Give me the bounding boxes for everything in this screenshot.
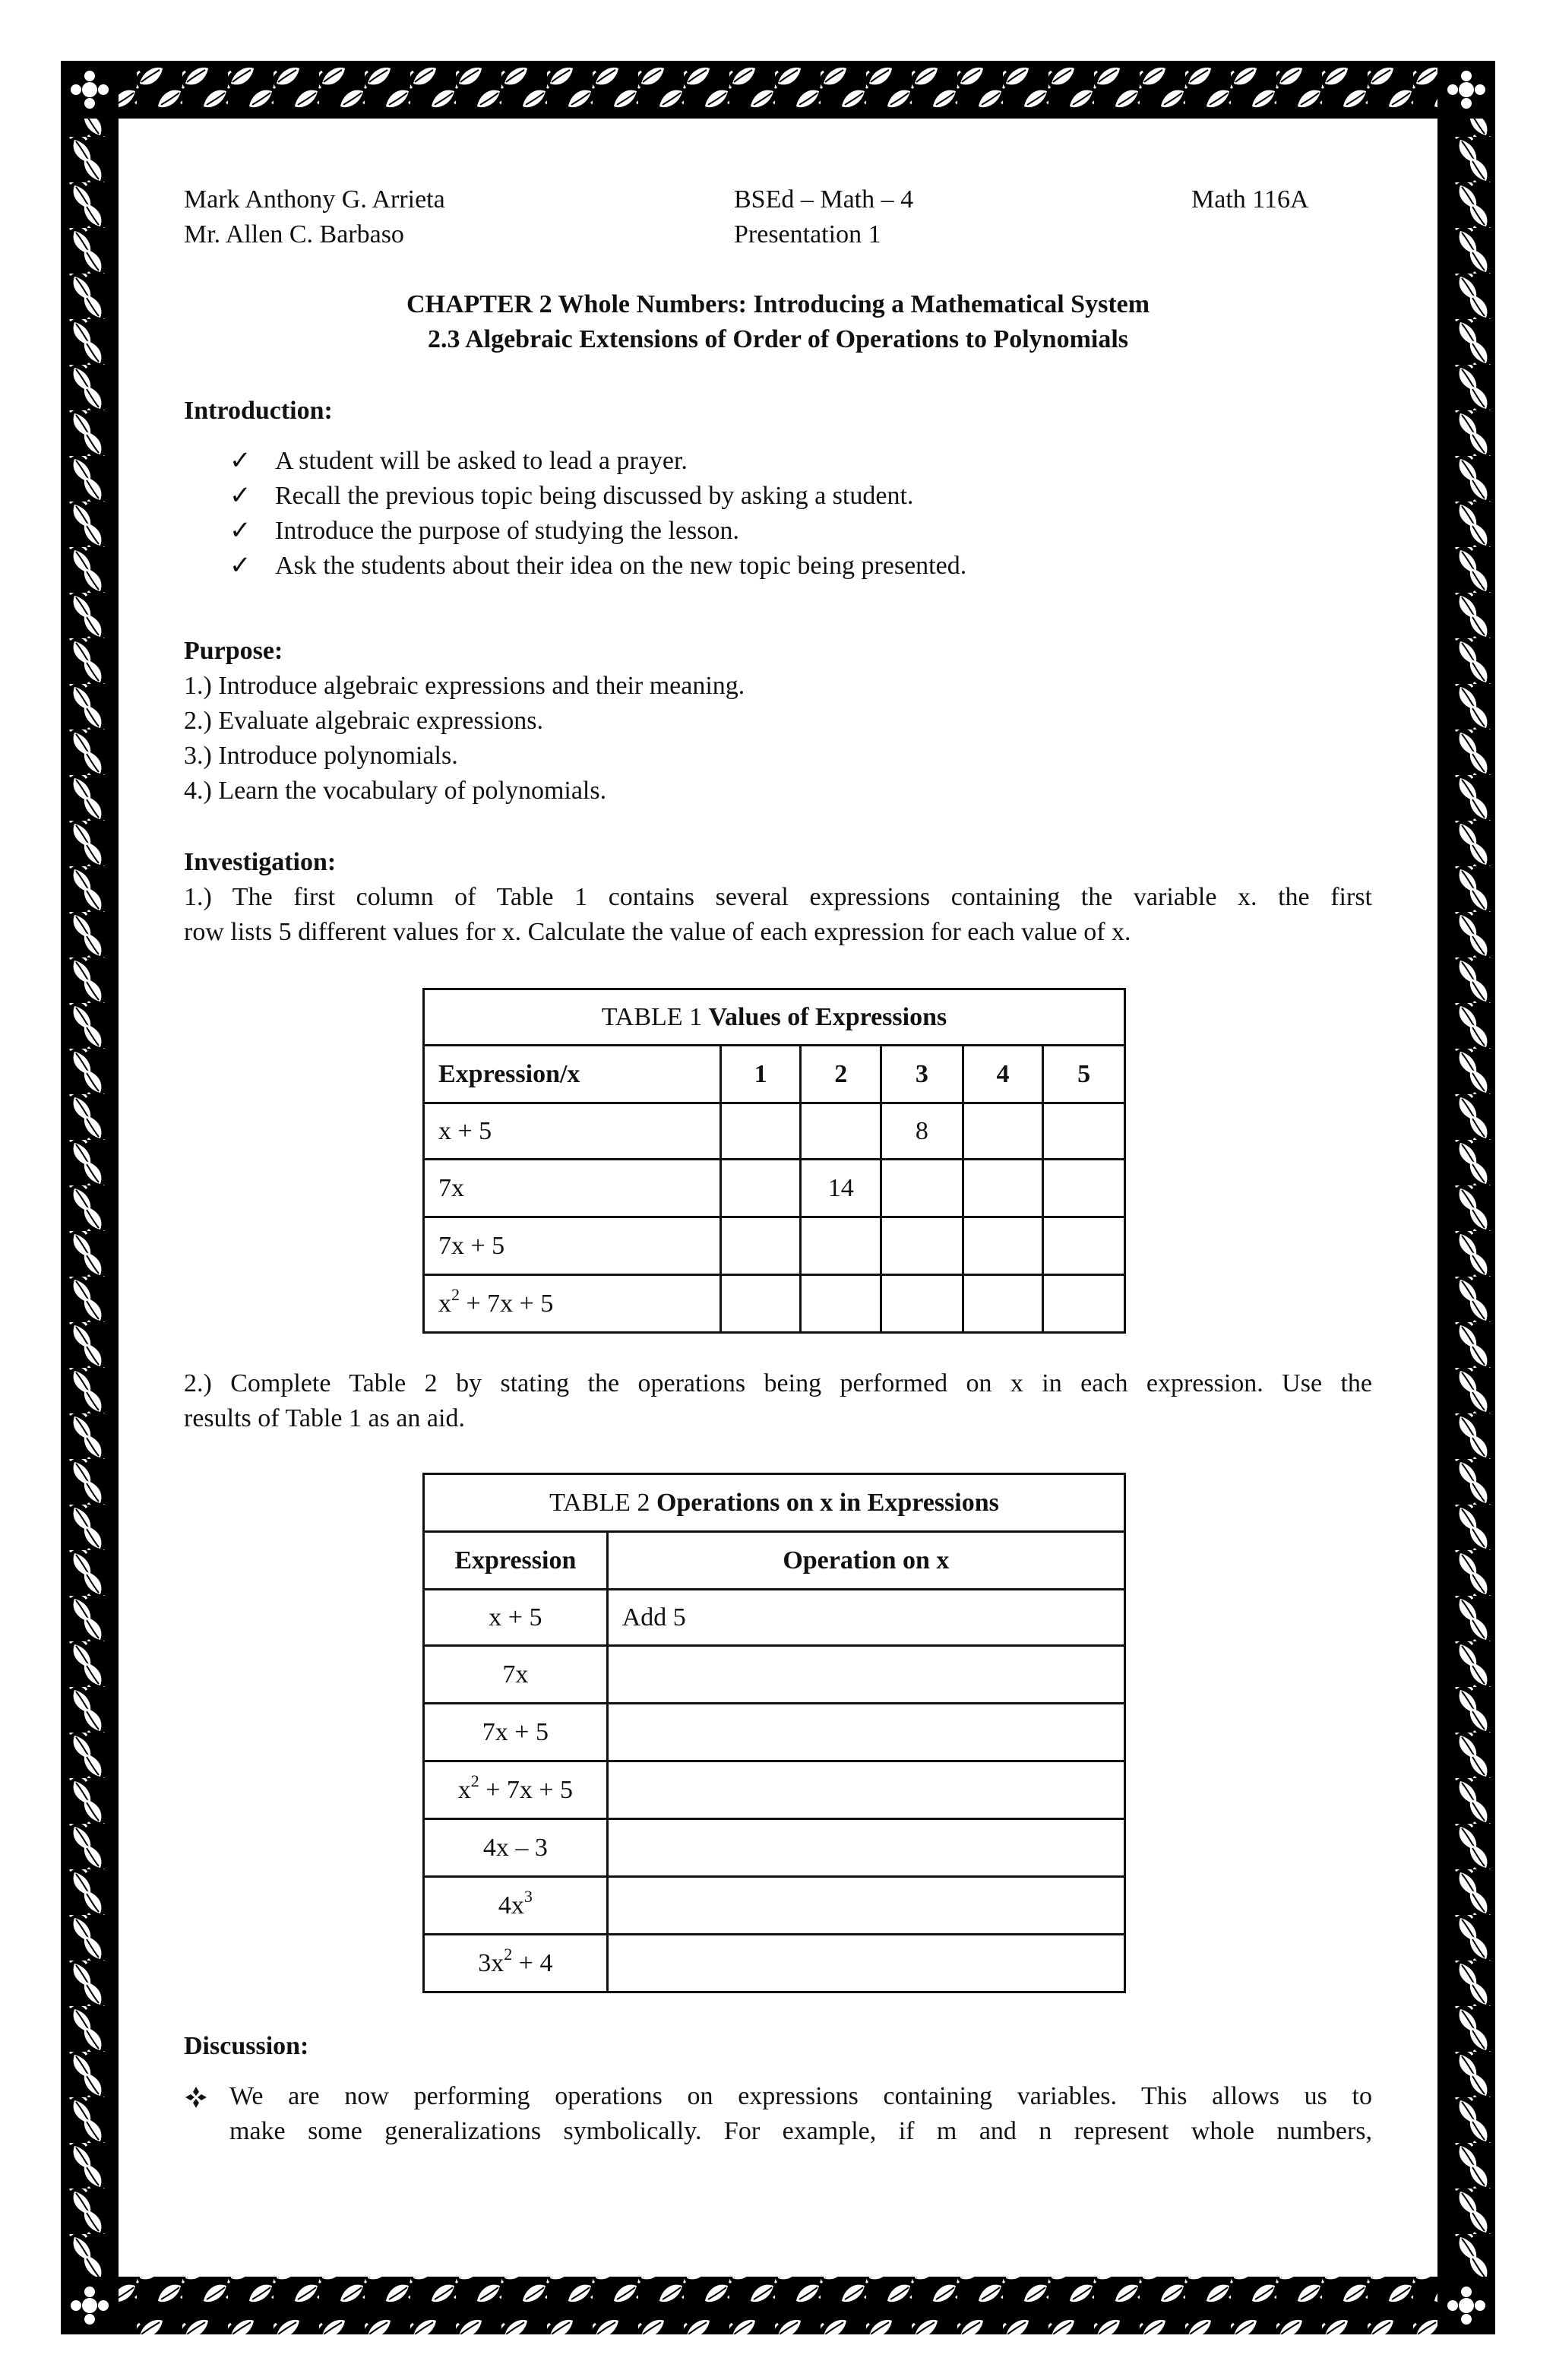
operations-table <box>422 1473 1126 1993</box>
value-cell: 8 <box>881 1103 963 1160</box>
course-code: Math 116A <box>1191 185 1309 214</box>
value-cell <box>801 1275 881 1333</box>
discussion-line-1: We are now performing operations on expressions containing variables. This allows us to <box>229 2082 1372 2110</box>
expression-cell: $x^2 + 7x + 5$ <box>424 1761 608 1819</box>
value-cell <box>1043 1275 1125 1333</box>
expression-cell: 7x <box>424 1646 608 1704</box>
table-row <box>424 1590 1125 1646</box>
investigation-paragraph-1-line-2: row lists 5 different values for x. Calculate the value of each expression for each value of x. <box>184 918 1131 946</box>
purpose-item: 3.) Introduce polynomials. <box>184 742 458 770</box>
value-cell <box>801 1217 881 1275</box>
column-header: Expression/x <box>424 1046 721 1103</box>
operation-cell <box>607 1704 1124 1761</box>
table-row <box>424 1935 1125 1992</box>
section-title: 2.3 Algebraic Extensions of Order of Operations to Polynomials <box>427 325 1129 353</box>
value-cell <box>1043 1160 1125 1217</box>
table-header-row <box>424 1046 1125 1103</box>
expression-cell: $4x^3$ <box>424 1877 608 1935</box>
investigation-paragraph-1-line-1: 1.) The first column of Table 1 contains several expressions containing the variable x. the first <box>184 883 1372 911</box>
investigation-heading: Investigation: <box>184 848 337 876</box>
table-header-row <box>424 1532 1125 1590</box>
table-row <box>424 1761 1125 1819</box>
column-header: Expression <box>424 1532 608 1590</box>
value-cell <box>720 1217 801 1275</box>
value-cell <box>881 1160 963 1217</box>
introduction-heading: Introduction: <box>184 397 333 425</box>
table-row <box>424 1217 1125 1275</box>
table-row <box>424 1103 1125 1160</box>
value-cell <box>720 1275 801 1333</box>
value-cell <box>881 1217 963 1275</box>
expression-cell: 7x + 5 <box>424 1217 721 1275</box>
table-row <box>424 1160 1125 1217</box>
discussion-line-2: make some generalizations symbolically. For example, if m and n represent whole numbers, <box>229 2117 1372 2145</box>
purpose-heading: Purpose: <box>184 637 283 665</box>
table-caption: TABLE 1 Values of Expressions <box>424 989 1125 1046</box>
investigation-paragraph-2-line-2: results of Table 1 as an aid. <box>184 1404 465 1432</box>
value-cell <box>963 1275 1043 1333</box>
value-cell <box>963 1103 1043 1160</box>
values-table <box>422 988 1126 1334</box>
operation-cell <box>607 1819 1124 1877</box>
list-item: ✓ Introduce the purpose of studying the lesson. <box>275 514 739 549</box>
expression-cell: x + 5 <box>424 1590 608 1646</box>
program-label: BSEd – Math – 4 <box>734 185 914 214</box>
column-header: 3 <box>881 1046 963 1103</box>
expression-cell: $3x^2 + 4$ <box>424 1935 608 1992</box>
investigation-paragraph-2-line-1: 2.) Complete Table 2 by stating the operations being performed on x in each expression. Use the <box>184 1369 1372 1397</box>
table-caption-row <box>424 1474 1125 1532</box>
column-header: 5 <box>1043 1046 1125 1103</box>
expression-cell: $x^2 + 7x + 5$ <box>424 1275 721 1333</box>
purpose-item: 1.) Introduce algebraic expressions and their meaning. <box>184 672 745 700</box>
value-cell <box>963 1160 1043 1217</box>
check-mark-icon: ✓ <box>229 447 251 475</box>
value-cell <box>881 1275 963 1333</box>
instructor-name: Mr. Allen C. Barbaso <box>184 220 404 248</box>
value-cell <box>1043 1217 1125 1275</box>
purpose-item: 4.) Learn the vocabulary of polynomials. <box>184 777 607 805</box>
table-caption-row <box>424 989 1125 1046</box>
table-caption: TABLE 2 Operations on x in Expressions <box>424 1474 1125 1532</box>
list-item: ✓ Recall the previous topic being discussed by asking a student. <box>275 479 913 514</box>
check-mark-icon: ✓ <box>229 517 251 545</box>
list-item: ✓ A student will be asked to lead a prayer. <box>275 444 688 479</box>
value-cell <box>720 1103 801 1160</box>
value-cell <box>963 1217 1043 1275</box>
expression-cell: 7x <box>424 1160 721 1217</box>
expression-cell: 7x + 5 <box>424 1704 608 1761</box>
table-row <box>424 1877 1125 1935</box>
operation-cell <box>607 1646 1124 1704</box>
column-header: Operation on x <box>607 1532 1124 1590</box>
check-mark-icon: ✓ <box>229 552 251 580</box>
operation-cell <box>607 1761 1124 1819</box>
value-cell <box>801 1103 881 1160</box>
table-row <box>424 1646 1125 1704</box>
operation-cell: Add 5 <box>607 1590 1124 1646</box>
operation-cell <box>607 1935 1124 1992</box>
expression-cell: 4x – 3 <box>424 1819 608 1877</box>
chapter-title: CHAPTER 2 Whole Numbers: Introducing a Mathematical System <box>406 290 1150 318</box>
check-mark-icon: ✓ <box>229 482 251 510</box>
value-cell <box>1043 1103 1125 1160</box>
author-name: Mark Anthony G. Arrieta <box>184 185 445 214</box>
value-cell <box>720 1160 801 1217</box>
discussion-heading: Discussion: <box>184 2032 309 2060</box>
operation-cell <box>607 1877 1124 1935</box>
table-row <box>424 1275 1125 1333</box>
table-row <box>424 1819 1125 1877</box>
presentation-label: Presentation 1 <box>734 220 881 248</box>
expression-cell: x + 5 <box>424 1103 721 1160</box>
value-cell: 14 <box>801 1160 881 1217</box>
column-header: 1 <box>720 1046 801 1103</box>
list-item: ✓ Ask the students about their idea on the new topic being presented. <box>275 549 966 584</box>
column-header: 4 <box>963 1046 1043 1103</box>
purpose-item: 2.) Evaluate algebraic expressions. <box>184 707 543 735</box>
table-row <box>424 1704 1125 1761</box>
column-header: 2 <box>801 1046 881 1103</box>
